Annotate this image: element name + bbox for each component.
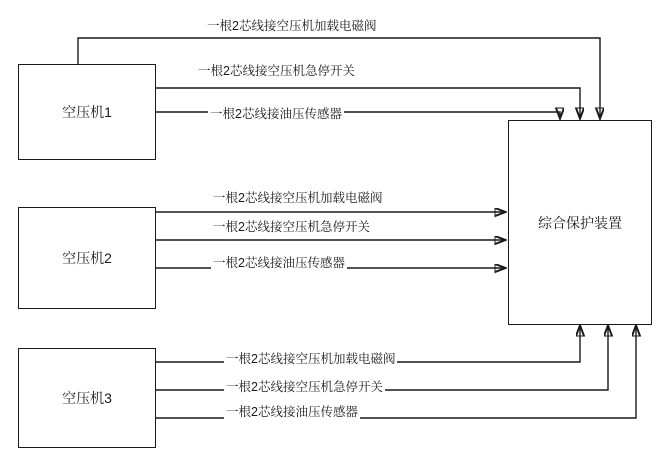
- node-protection-device[interactable]: [508, 120, 652, 325]
- edge-label-c2-oil: 一根2芯线接油压传感器: [211, 253, 347, 271]
- edge-label-c1-oil: 一根2芯线接油压传感器: [208, 104, 344, 122]
- edge-label-c3-solenoid: 一根2芯线接空压机加载电磁阀: [224, 349, 397, 367]
- edge-label-c3-oil: 一根2芯线接油压传感器: [224, 402, 360, 420]
- edge-label-c2-solenoid: 一根2芯线接空压机加载电磁阀: [211, 188, 384, 206]
- node-compressor1[interactable]: [18, 64, 156, 160]
- node-compressor2-label: 空压机2: [62, 250, 112, 266]
- edge-label-c1-estop: 一根2芯线接空压机急停开关: [196, 61, 357, 79]
- edge-label-c2-estop: 一根2芯线接空压机急停开关: [211, 217, 372, 235]
- node-protection-device-label: 综合保护装置: [538, 214, 622, 231]
- node-compressor2[interactable]: [18, 207, 156, 309]
- edge-label-c3-estop: 一根2芯线接空压机急停开关: [224, 377, 385, 395]
- node-compressor3-label: 空压机3: [62, 390, 112, 406]
- edge-label-c1-solenoid: 一根2芯线接空压机加载电磁阀: [205, 16, 378, 34]
- node-compressor3[interactable]: [18, 348, 156, 448]
- node-compressor1-label: 空压机1: [62, 104, 112, 120]
